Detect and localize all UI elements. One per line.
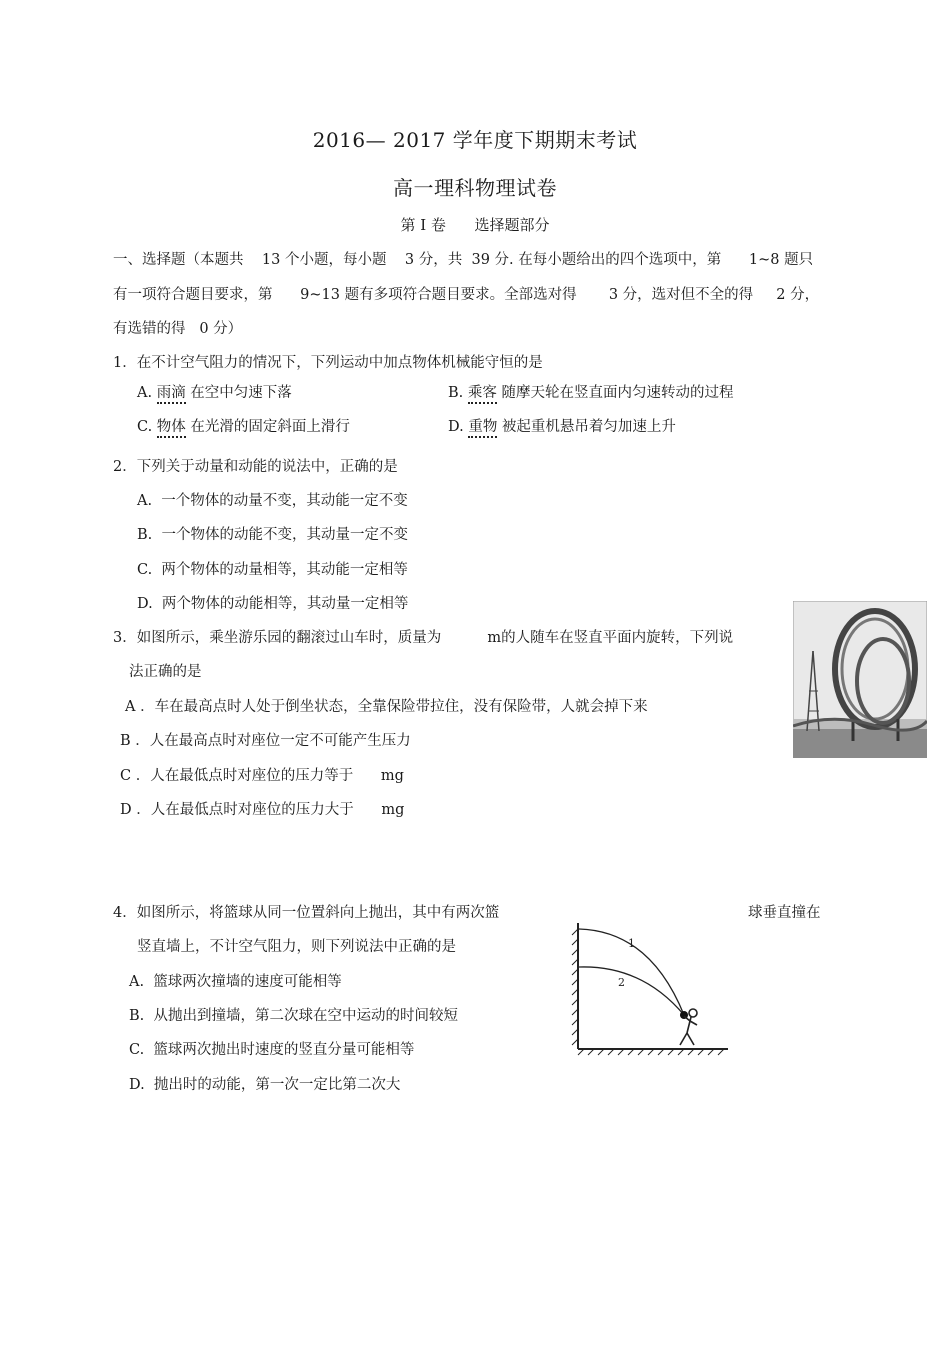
- dotted-object: 乘客: [468, 385, 497, 404]
- dotted-object: 雨滴: [157, 385, 186, 404]
- q4-stem-line-2: 竖直墙上，不计空气阻力，则下列说法中正确的是: [137, 939, 456, 955]
- dotted-object: 物体: [157, 419, 186, 438]
- option-text: 随摩天轮在竖直面内匀速转动的过程: [496, 385, 734, 401]
- q2-option-b: B. 一个物体的动能不变，其动量一定不变: [137, 527, 408, 543]
- exam-title: 2016— 2017 学年度下期期末考试: [312, 128, 638, 152]
- q4-option-a: A. 篮球两次撞墙的速度可能相等: [129, 974, 342, 990]
- option-text: 被起重机悬吊着匀加速上升: [497, 419, 676, 435]
- q4-stem-line-1b: 球垂直撞在: [748, 905, 821, 921]
- q4-option-c: C. 篮球两次抛出时速度的竖直分量可能相等: [129, 1042, 415, 1058]
- option-text: 在空中匀速下落: [185, 385, 292, 401]
- q3-stem-line-1: 3．如图所示，乘坐游乐园的翻滚过山车时，质量为 m的人随车在竖直平面内旋转，下列说: [113, 630, 734, 646]
- q4-option-d: D. 抛出时的动能，第一次一定比第二次大: [129, 1077, 401, 1093]
- basketball-trajectory-diagram: [570, 915, 732, 1057]
- option-label: C.: [137, 419, 153, 435]
- trajectory-1-label: 1: [628, 937, 635, 950]
- q1-stem: 1．在不计空气阻力的情况下，下列运动中加点物体机械能守恒的是: [113, 355, 543, 371]
- trajectory-2: [579, 967, 684, 1015]
- trajectory-2-label: 2: [618, 976, 625, 989]
- q3-option-c: C ．人在最低点时对座位的压力等于 mg: [120, 768, 404, 784]
- q4-stem-line-1a: 4．如图所示，将篮球从同一位置斜向上抛出，其中有两次篮: [113, 905, 500, 921]
- section-line-3: 有选错的得 0 分）: [113, 321, 243, 337]
- q2-option-c: C. 两个物体的动量相等，其动能一定相等: [137, 562, 408, 578]
- q3-option-d: D ．人在最低点时对座位的压力大于 mg: [120, 802, 405, 818]
- option-text: 在光滑的固定斜面上滑行: [185, 419, 350, 435]
- q1-option-c: [137, 415, 350, 436]
- section-line-2: 有一项符合题目要求，第 9~13 题有多项符合题目要求。全部选对得 3 分，选对但不全的得 2 分，: [113, 287, 820, 303]
- dotted-object: 重物: [468, 419, 497, 438]
- paper-subtitle: 高一理科物理试卷: [393, 176, 557, 200]
- q2-stem: 2．下列关于动量和动能的说法中，正确的是: [113, 459, 398, 475]
- option-label: A.: [137, 385, 153, 401]
- section-line-1: 一、选择题（本题共 13 个小题，每小题 3 分，共 39 分. 在每小题给出的四个选项中，第 1~8 题只: [113, 252, 814, 268]
- q2-option-d: D. 两个物体的动能相等，其动量一定相等: [137, 596, 409, 612]
- q3-option-a: A ．车在最高点时人处于倒坐状态，全靠保险带拉住，没有保险带，人就会掉下来: [125, 699, 648, 715]
- q1-option-a: [137, 381, 292, 402]
- q1-option-b: [448, 381, 733, 402]
- roller-coaster-photo: [793, 601, 927, 758]
- q2-option-a: A. 一个物体的动量不变，其动能一定不变: [137, 493, 408, 509]
- part-heading: 第 I 卷 选择题部分: [400, 216, 550, 234]
- q1-option-d: [448, 415, 676, 436]
- option-label: B.: [448, 385, 464, 401]
- q4-option-b: B. 从抛出到撞墙，第二次球在空中运动的时间较短: [129, 1008, 458, 1024]
- q3-option-b: B ．人在最高点时对座位一定不可能产生压力: [120, 733, 411, 749]
- q3-stem-line-2: 法正确的是: [129, 664, 202, 680]
- option-label: D.: [448, 419, 464, 435]
